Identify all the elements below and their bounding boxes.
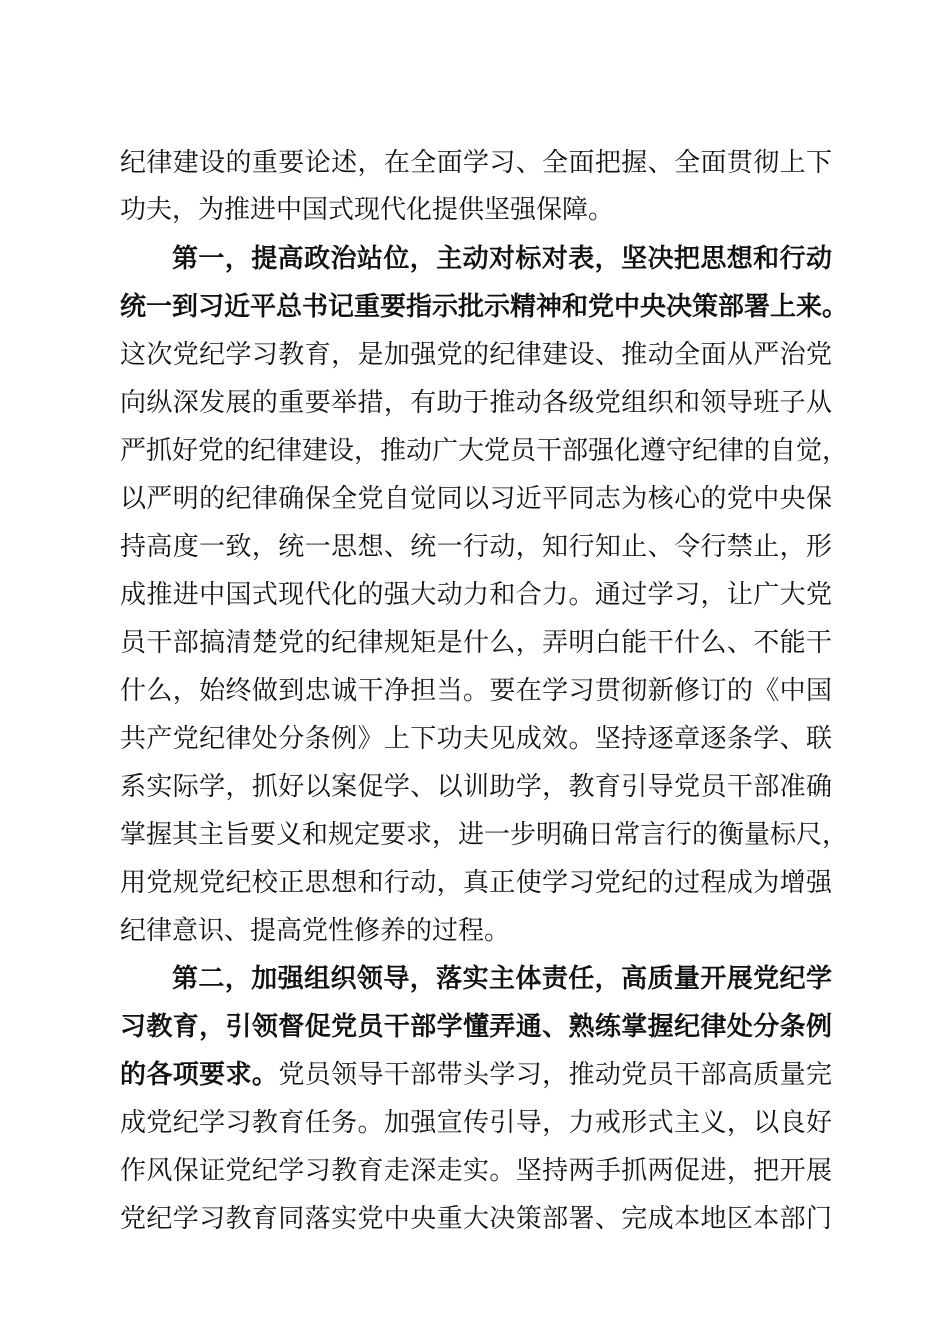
section-one-heading-line: 第一，提高政治站位，主动对标对表，坚决把思想和行动	[172, 244, 832, 274]
text-line: 什么，始终做到忠诚干净担当。要在学习贯彻新修订的《中国	[120, 676, 832, 706]
text-line: 持高度一致，统一思想、统一行动，知行知止、令行禁止，形	[120, 532, 832, 562]
text-line: 这次党纪学习教育，是加强党的纪律建设、推动全面从严治党	[120, 340, 832, 370]
text-line: 向纵深发展的重要举措，有助于推动各级党组织和领导班子从	[120, 388, 832, 418]
text-line: 员干部搞清楚党的纪律规矩是什么，弄明白能干什么、不能干	[120, 628, 832, 658]
mixed-heading-line: 的各项要求。党员领导干部带头学习，推动党员干部高质量完	[120, 1060, 832, 1090]
text-line: 成推进中国式现代化的强大动力和合力。通过学习，让广大党	[120, 580, 832, 610]
section-one-heading-line: 统一到习近平总书记重要指示批示精神和党中央决策部署上来。	[120, 292, 849, 322]
section-two-heading-line: 习教育，引领督促党员干部学懂弄通、熟练掌握纪律处分条例	[120, 1012, 832, 1042]
text-line: 共产党纪律处分条例》上下功夫见成效。坚持逐章逐条学、联	[120, 724, 832, 754]
text-line: 党纪学习教育同落实党中央重大决策部署、完成本地区本部门	[120, 1204, 832, 1234]
text-line: 用党规党纪校正思想和行动，真正使学习党纪的过程成为增强	[120, 868, 832, 898]
text-line: 成党纪学习教育任务。加强宣传引导，力戒形式主义，以良好	[120, 1108, 832, 1138]
text-line: 严抓好党的纪律建设，推动广大党员干部强化遵守纪律的自觉，	[120, 436, 849, 466]
text-line: 作风保证党纪学习教育走深走实。坚持两手抓两促进，把开展	[120, 1156, 832, 1186]
section-two-heading-line: 第二，加强组织领导，落实主体责任，高质量开展党纪学	[172, 964, 832, 994]
text-line: 系实际学，抓好以案促学、以训助学，教育引导党员干部准确	[120, 772, 832, 802]
text-line: 纪律意识、提高党性修养的过程。	[120, 916, 511, 946]
text-line: 掌握其主旨要义和规定要求，进一步明确日常言行的衡量标尺，	[120, 820, 849, 850]
text-line: 功夫，为推进中国式现代化提供坚强保障。	[120, 195, 615, 225]
text-line: 纪律建设的重要论述，在全面学习、全面把握、全面贯彻上下	[120, 148, 832, 178]
text-line: 以严明的纪律确保全党自觉同以习近平同志为核心的党中央保	[120, 484, 832, 514]
